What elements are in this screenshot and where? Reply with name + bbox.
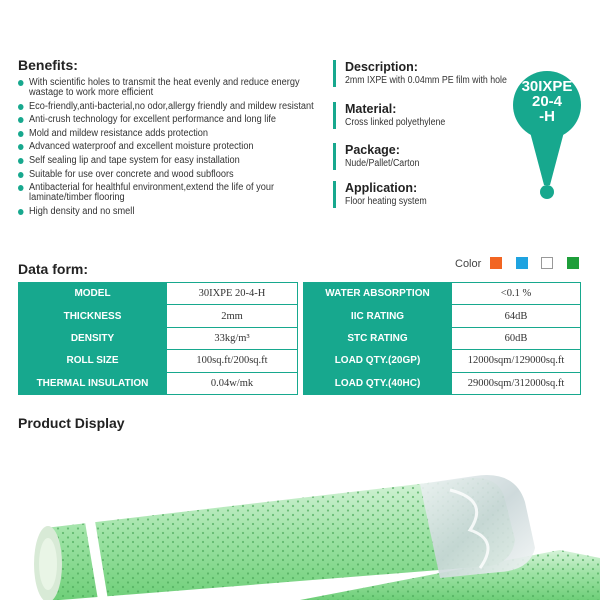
badge-line: 30IXPE <box>521 78 573 95</box>
spec-key: MODEL <box>19 283 167 305</box>
benefit-item: With scientific holes to transmit the heat evenly and reduce energy wastage to work more efficient <box>18 78 322 98</box>
spec-table-left <box>18 282 298 395</box>
table-row <box>19 372 298 394</box>
package-text: Nude/Pallet/Carton <box>345 158 420 169</box>
table-row <box>19 283 298 305</box>
application-heading: Application: <box>345 181 418 195</box>
description-heading: Description: <box>345 60 418 74</box>
spec-value: <0.1 % <box>452 283 581 305</box>
spec-key: ROLL SIZE <box>19 350 167 372</box>
benefits-heading: Benefits: <box>18 57 78 73</box>
data-form-heading: Data form: <box>18 261 89 277</box>
spec-key: THERMAL INSULATION <box>19 372 167 394</box>
benefit-item: High density and no smell <box>18 207 322 217</box>
spec-value: 12000sqm/129000sq.ft <box>452 350 581 372</box>
spec-table-right <box>303 282 581 395</box>
spec-key: LOAD QTY.(40HC) <box>304 372 452 394</box>
color-swatch-blue[interactable] <box>516 257 528 269</box>
package-block <box>333 143 523 170</box>
table-row <box>304 283 581 305</box>
application-block <box>333 181 523 208</box>
table-row <box>304 350 581 372</box>
benefit-item: Mold and mildew resistance adds protection <box>18 129 322 139</box>
spec-value: 30IXPE 20-4-H <box>167 283 298 305</box>
benefit-item: Antibacterial for healthful environment,extend the life of your laminate/timber flooring <box>18 183 322 203</box>
spec-key: WATER ABSORPTION <box>304 283 452 305</box>
spec-value: 29000sqm/312000sq.ft <box>452 372 581 394</box>
description-block <box>333 60 523 87</box>
material-block <box>333 102 523 129</box>
description-text: 2mm IXPE with 0.04mm PE film with hole <box>345 75 507 86</box>
color-swatch-green[interactable] <box>567 257 579 269</box>
benefit-item: Eco-friendly,anti-bacterial,no odor,allergy friendly and mildew resistant <box>18 102 322 112</box>
table-row <box>19 327 298 349</box>
table-row <box>19 305 298 327</box>
benefit-item: Self sealing lip and tape system for easy installation <box>18 156 322 166</box>
spec-key: DENSITY <box>19 327 167 349</box>
model-badge-text <box>510 79 584 124</box>
application-text: Floor heating system <box>345 196 427 207</box>
spec-value: 33kg/m³ <box>167 327 298 349</box>
color-label: Color <box>455 258 482 270</box>
color-swatch-orange[interactable] <box>490 257 502 269</box>
benefits-list <box>18 78 323 220</box>
spec-value: 100sq.ft/200sq.ft <box>167 350 298 372</box>
table-row <box>304 305 581 327</box>
spec-key: LOAD QTY.(20GP) <box>304 350 452 372</box>
package-heading: Package: <box>345 143 400 157</box>
badge-line: -H <box>539 108 555 125</box>
badge-line: 20-4 <box>531 93 563 110</box>
benefit-item: Suitable for use over concrete and wood subfloors <box>18 170 322 180</box>
spec-value: 64dB <box>452 305 581 327</box>
spec-value: 0.04w/mk <box>167 372 298 394</box>
underlay-roll-image <box>0 440 600 600</box>
material-text: Cross linked polyethylene <box>345 117 446 128</box>
spec-value: 60dB <box>452 327 581 349</box>
spec-key: STC RATING <box>304 327 452 349</box>
spec-value: 2mm <box>167 305 298 327</box>
table-row <box>19 350 298 372</box>
color-swatch-white[interactable] <box>541 257 553 269</box>
material-heading: Material: <box>345 102 397 116</box>
table-row <box>304 327 581 349</box>
benefit-item: Advanced waterproof and excellent moisture protection <box>18 142 322 152</box>
spec-key: THICKNESS <box>19 305 167 327</box>
product-display-heading: Product Display <box>18 415 125 431</box>
spec-key: IIC RATING <box>304 305 452 327</box>
table-row <box>304 372 581 394</box>
benefit-item: Anti-crush technology for excellent performance and long life <box>18 115 322 125</box>
